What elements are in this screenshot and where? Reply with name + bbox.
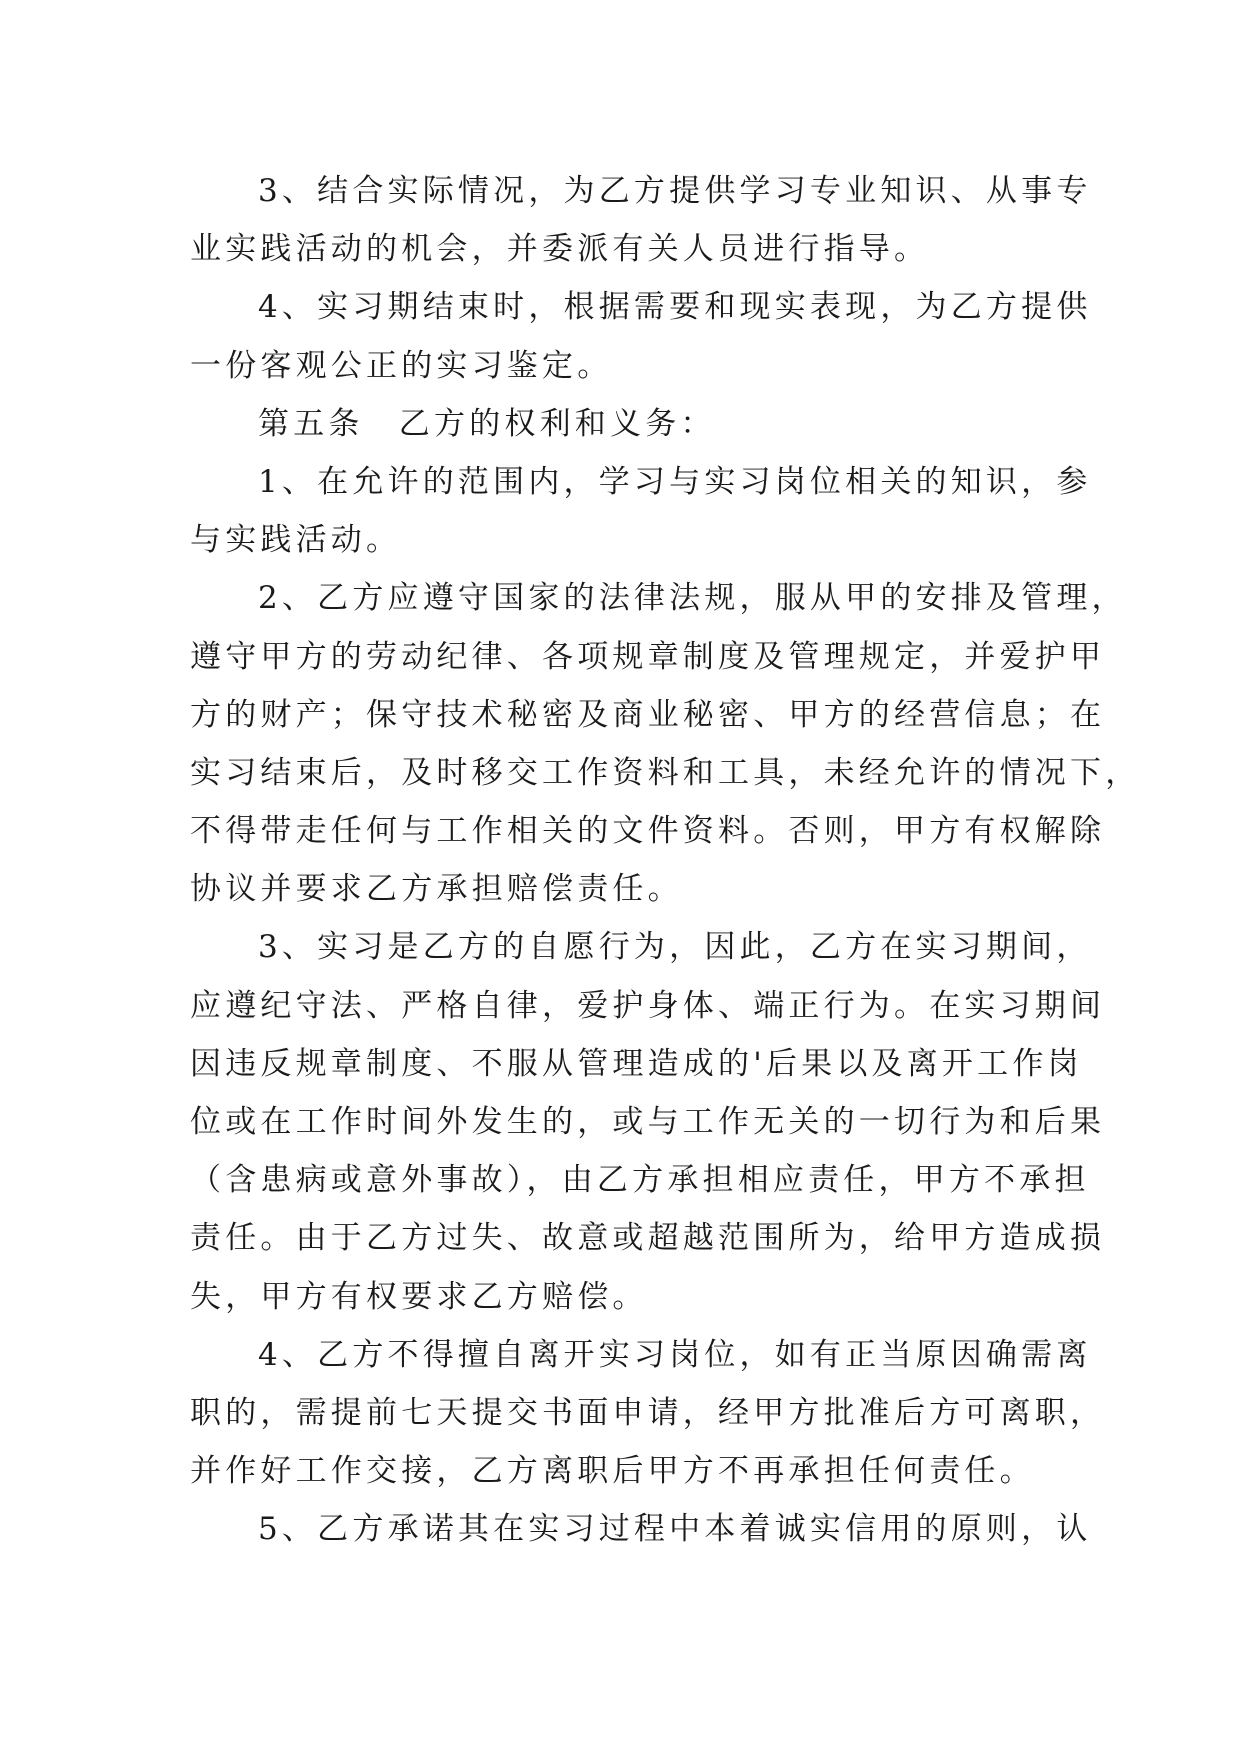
paragraph-line: 遵守甲方的劳动纪律、各项规章制度及管理规定，并爱护甲: [190, 638, 1106, 675]
paragraph-line: 一份客观公正的实习鉴定。: [190, 347, 613, 384]
paragraph-line: 3、实习是乙方的自愿行为，因此，乙方在实习期间，: [258, 929, 1092, 966]
paragraph-line: 与实践活动。: [190, 522, 402, 559]
paragraph-line: 2、乙方应遵守国家的法律法规，服从甲的安排及管理，: [258, 580, 1127, 617]
paragraph-line: 因违反规章制度、不服从管理造成的'后果以及离开工作岗: [190, 1045, 1083, 1082]
paragraph-line: 不得带走任何与工作相关的文件资料。否则，甲方有权解除: [190, 813, 1106, 850]
paragraph-line: 5、乙方承诺其在实习过程中本着诚实信用的原则，认: [258, 1511, 1092, 1548]
paragraph-line: 协议并要求乙方承担赔偿责任。: [190, 871, 683, 908]
section-heading: 第五条 乙方的权利和义务：: [258, 405, 716, 442]
paragraph-line: 4、实习期结束时，根据需要和现实表现，为乙方提供: [258, 289, 1092, 326]
paragraph-line: 方的财产；保守技术秘密及商业秘密、甲方的经营信息；在: [190, 696, 1106, 733]
paragraph-line: 应遵纪守法、严格自律，爱护身体、端正行为。在实习期间: [190, 987, 1106, 1024]
paragraph-line: 失，甲方有权要求乙方赔偿。: [190, 1278, 648, 1315]
paragraph-line: 业实践活动的机会，并委派有关人员进行指导。: [190, 231, 930, 268]
paragraph-line: （含患病或意外事故），由乙方承担相应责任，甲方不承担: [190, 1162, 1090, 1199]
paragraph-line: 职的，需提前七天提交书面申请，经甲方批准后方可离职，: [190, 1394, 1106, 1431]
paragraph-line: 实习结束后，及时移交工作资料和工具，未经允许的情况下，: [190, 754, 1141, 791]
paragraph-line: 并作好工作交接，乙方离职后甲方不再承担任何责任。: [190, 1453, 1035, 1490]
paragraph-line: 1、在允许的范围内，学习与实习岗位相关的知识，参: [258, 463, 1092, 500]
paragraph-line: 责任。由于乙方过失、故意或超越范围所为，给甲方造成损: [190, 1220, 1106, 1257]
paragraph-line: 位或在工作时间外发生的，或与工作无关的一切行为和后果: [190, 1104, 1106, 1140]
paragraph-line: 4、乙方不得擅自离开实习岗位，如有正当原因确需离: [258, 1336, 1092, 1373]
document-page: [190, 162, 1141, 1559]
paragraph-line: 3、结合实际情况，为乙方提供学习专业知识、从事专: [258, 173, 1092, 209]
